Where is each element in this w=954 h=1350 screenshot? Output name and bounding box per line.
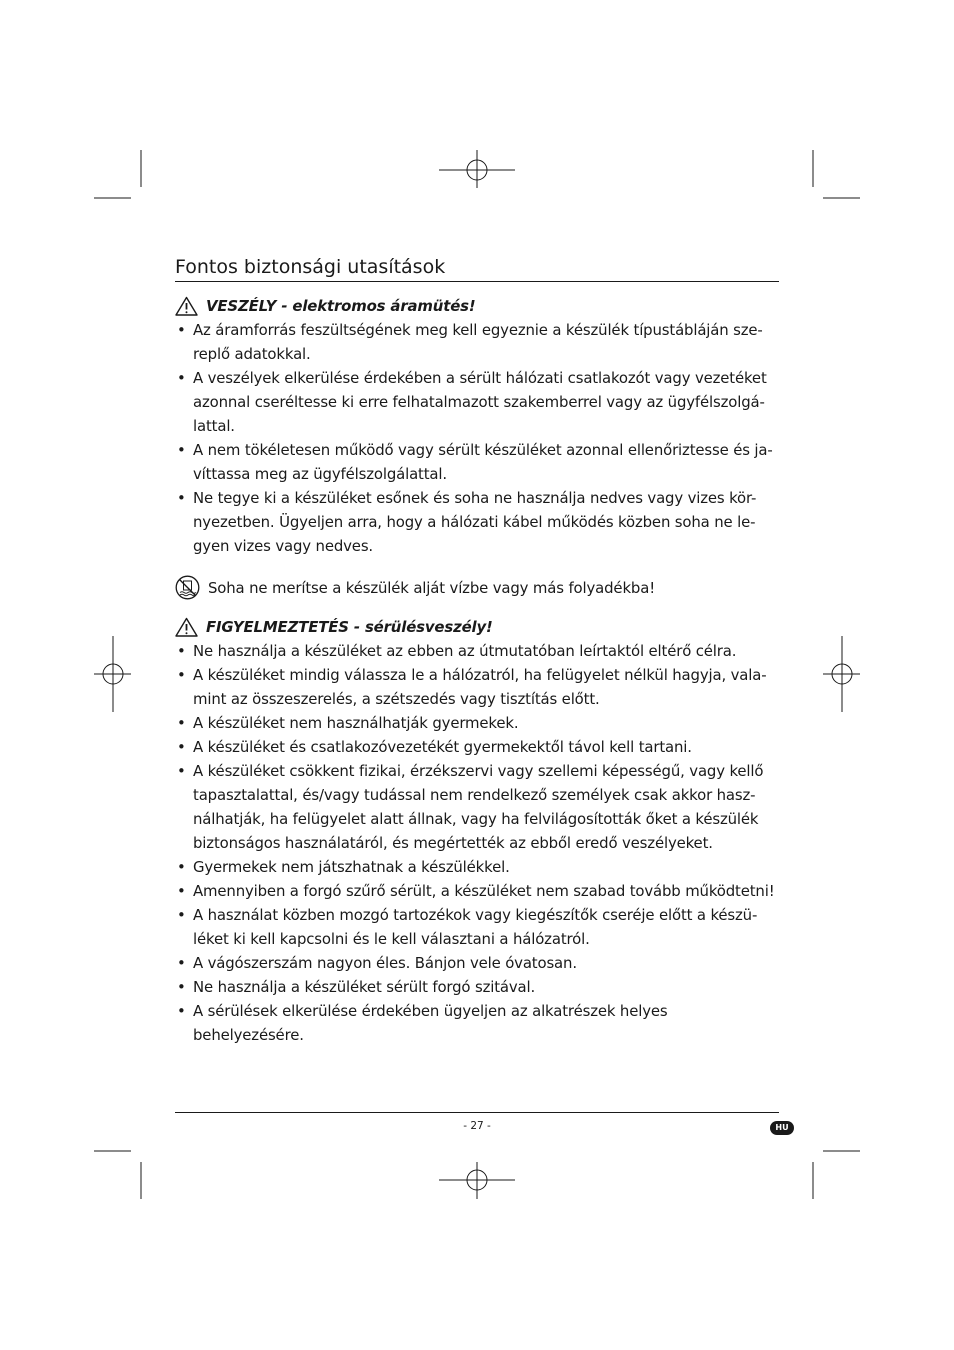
list-item: • A készüléket csökkent fizikai, érzékszervi vagy szellemi képességű, vagy kellő tapasztalattal, és/vagy tudással nem rendelkező személyek csak akkor hasz-nálhatják, ha felügyelet alatt állnak, vagy ha felvilágosították őket a készülék biztonságos használatáról, és megértették az ebből eredő veszélyeket. xyxy=(175,759,779,855)
warning-triangle-icon xyxy=(175,617,198,637)
immersion-note-text: Soha ne merítse a készülék alját vízbe vagy más folyadékba! xyxy=(208,578,656,597)
footer-divider xyxy=(175,1112,779,1113)
list-item: • Ne tegye ki a készüléket esőnek és soha ne használja nedves vagy vizes kör-nyezetben. Ügyeljen arra, hogy a hálózati kábel működés közben soha ne le-gyen vizes vagy nedves. xyxy=(175,486,779,558)
do-not-immerse-icon xyxy=(175,575,200,600)
list-item: • Ne használja a készüléket az ebben az útmutatóban leírtaktól eltérő célra. xyxy=(175,639,779,663)
list-item: • Amennyiben a forgó szűrő sérült, a készüléket nem szabad tovább működtetni! xyxy=(175,879,779,903)
danger-list xyxy=(175,318,779,558)
list-item: • A nem tökéletesen működő vagy sérült készüléket azonnal ellenőriztesse és ja-víttassa meg az ügyfélszolgálattal. xyxy=(175,438,779,486)
page-number: - 27 - xyxy=(463,1120,491,1132)
danger-heading-text: VESZÉLY - elektromos áramütés! xyxy=(206,297,476,315)
warning-heading-text: FIGYELMEZTETÉS - sérülésveszély! xyxy=(206,618,493,636)
page-title: Fontos biztonsági utasítások xyxy=(175,256,446,278)
list-item: • A készüléket nem használhatják gyermekek. xyxy=(175,711,779,735)
danger-heading xyxy=(175,294,779,318)
list-item: • A sérülések elkerülése érdekében ügyeljen az alkatrészek helyes behelyezésére. xyxy=(175,999,779,1047)
warning-triangle-icon xyxy=(175,296,198,316)
warning-list xyxy=(175,639,779,1047)
list-item: • Ne használja a készüléket sérült forgó szitával. xyxy=(175,975,779,999)
warning-heading xyxy=(175,615,779,639)
list-item: • Gyermekek nem játszhatnak a készülékkel. xyxy=(175,855,779,879)
safety-content xyxy=(175,294,779,1047)
list-item: • A készüléket mindig válassza le a hálózatról, ha felügyelet nélkül hagyja, vala-mint az összeszerelés, a szétszedés vagy tisztítás előtt. xyxy=(175,663,779,711)
immersion-note xyxy=(175,575,779,600)
list-item: • A használat közben mozgó tartozékok vagy kiegészítők cseréje előtt a készü-léket ki kell kapcsolni és le kell választani a hálózatról. xyxy=(175,903,779,951)
list-item: • A készüléket és csatlakozóvezetékét gyermekektől távol kell tartani. xyxy=(175,735,779,759)
list-item: • A veszélyek elkerülése érdekében a sérült hálózati csatlakozót vagy vezetéket azonnal cseréltesse ki erre felhatalmazott szakemberrel vagy az ügyfélszolgá-lattal. xyxy=(175,366,779,438)
list-item: • Az áramforrás feszültségének meg kell egyeznie a készülék típustábláján sze-replő adatokkal. xyxy=(175,318,779,366)
list-item: • A vágószerszám nagyon éles. Bánjon vele óvatosan. xyxy=(175,951,779,975)
title-divider xyxy=(175,281,779,282)
language-badge: HU xyxy=(770,1121,794,1135)
